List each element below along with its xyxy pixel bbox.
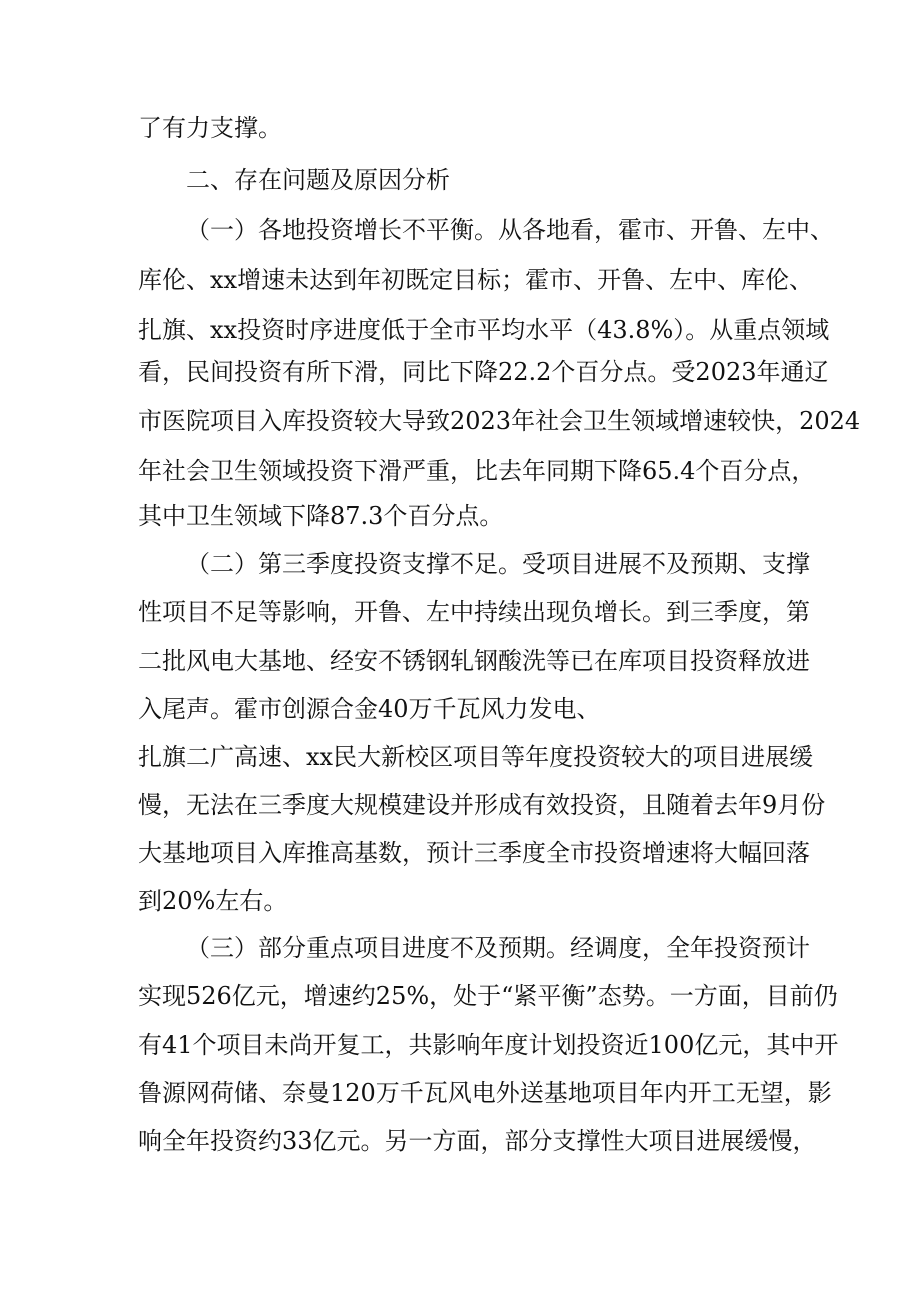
text-line: 看，民间投资有所下滑，同比下降22.2个百分点。受2023年通辽 [138,358,829,386]
text-line: 入尾声。霍市创源合金40万千瓦风力发电、 [138,695,601,723]
text-line: （一）各地投资增长不平衡。从各地看，霍市、开鲁、左中、 [186,216,834,244]
text-line: 扎旗、xx投资时序进度低于全市平均水平（43.8%）。从重点领域 [138,316,830,344]
text-line: 库伦、xx增速未达到年初既定目标；霍市、开鲁、左中、库伦、 [138,266,814,294]
text-line: 大基地项目入库推高基数，预计三季度全市投资增速将大幅回落 [138,839,810,867]
text-line: 市医院项目入库投资较大导致2023年社会卫生领域增速较快，2024 [138,407,861,435]
text-line: 二批风电大基地、经安不锈钢轧钢酸洗等已在库项目投资释放进 [138,647,810,675]
text-line: 了有力支撑。 [138,114,282,142]
text-line: 扎旗二广高速、xx民大新校区项目等年度投资较大的项目进展缓 [138,743,814,771]
text-line: 有41个项目未尚开复工，共影响年度计划投资近100亿元，其中开 [138,1031,839,1059]
text-line: 鲁源网荷储、奈曼120万千瓦风电外送基地项目年内开工无望，影 [138,1079,832,1107]
section-heading: 二、存在问题及原因分析 [186,166,450,194]
text-line: 年社会卫生领域投资下滑严重，比去年同期下降65.4个百分点， [138,457,816,485]
text-line: 到20%左右。 [138,887,288,915]
text-line: 慢，无法在三季度大规模建设并形成有效投资，且随着去年9月份 [138,791,826,819]
text-line: 其中卫生领域下降87.3个百分点。 [138,502,504,530]
text-line: 响全年投资约33亿元。另一方面，部分支撑性大项目进展缓慢， [138,1127,817,1155]
text-line: 实现526亿元，增速约25%，处于“紧平衡”态势。一方面，目前仍 [138,982,838,1010]
text-line: （二）第三季度投资支撑不足。受项目进展不及预期、支撑 [186,550,810,578]
text-line: 性项目不足等影响，开鲁、左中持续出现负增长。到三季度，第 [138,598,810,626]
text-line: （三）部分重点项目进度不及预期。经调度，全年投资预计 [186,934,810,962]
